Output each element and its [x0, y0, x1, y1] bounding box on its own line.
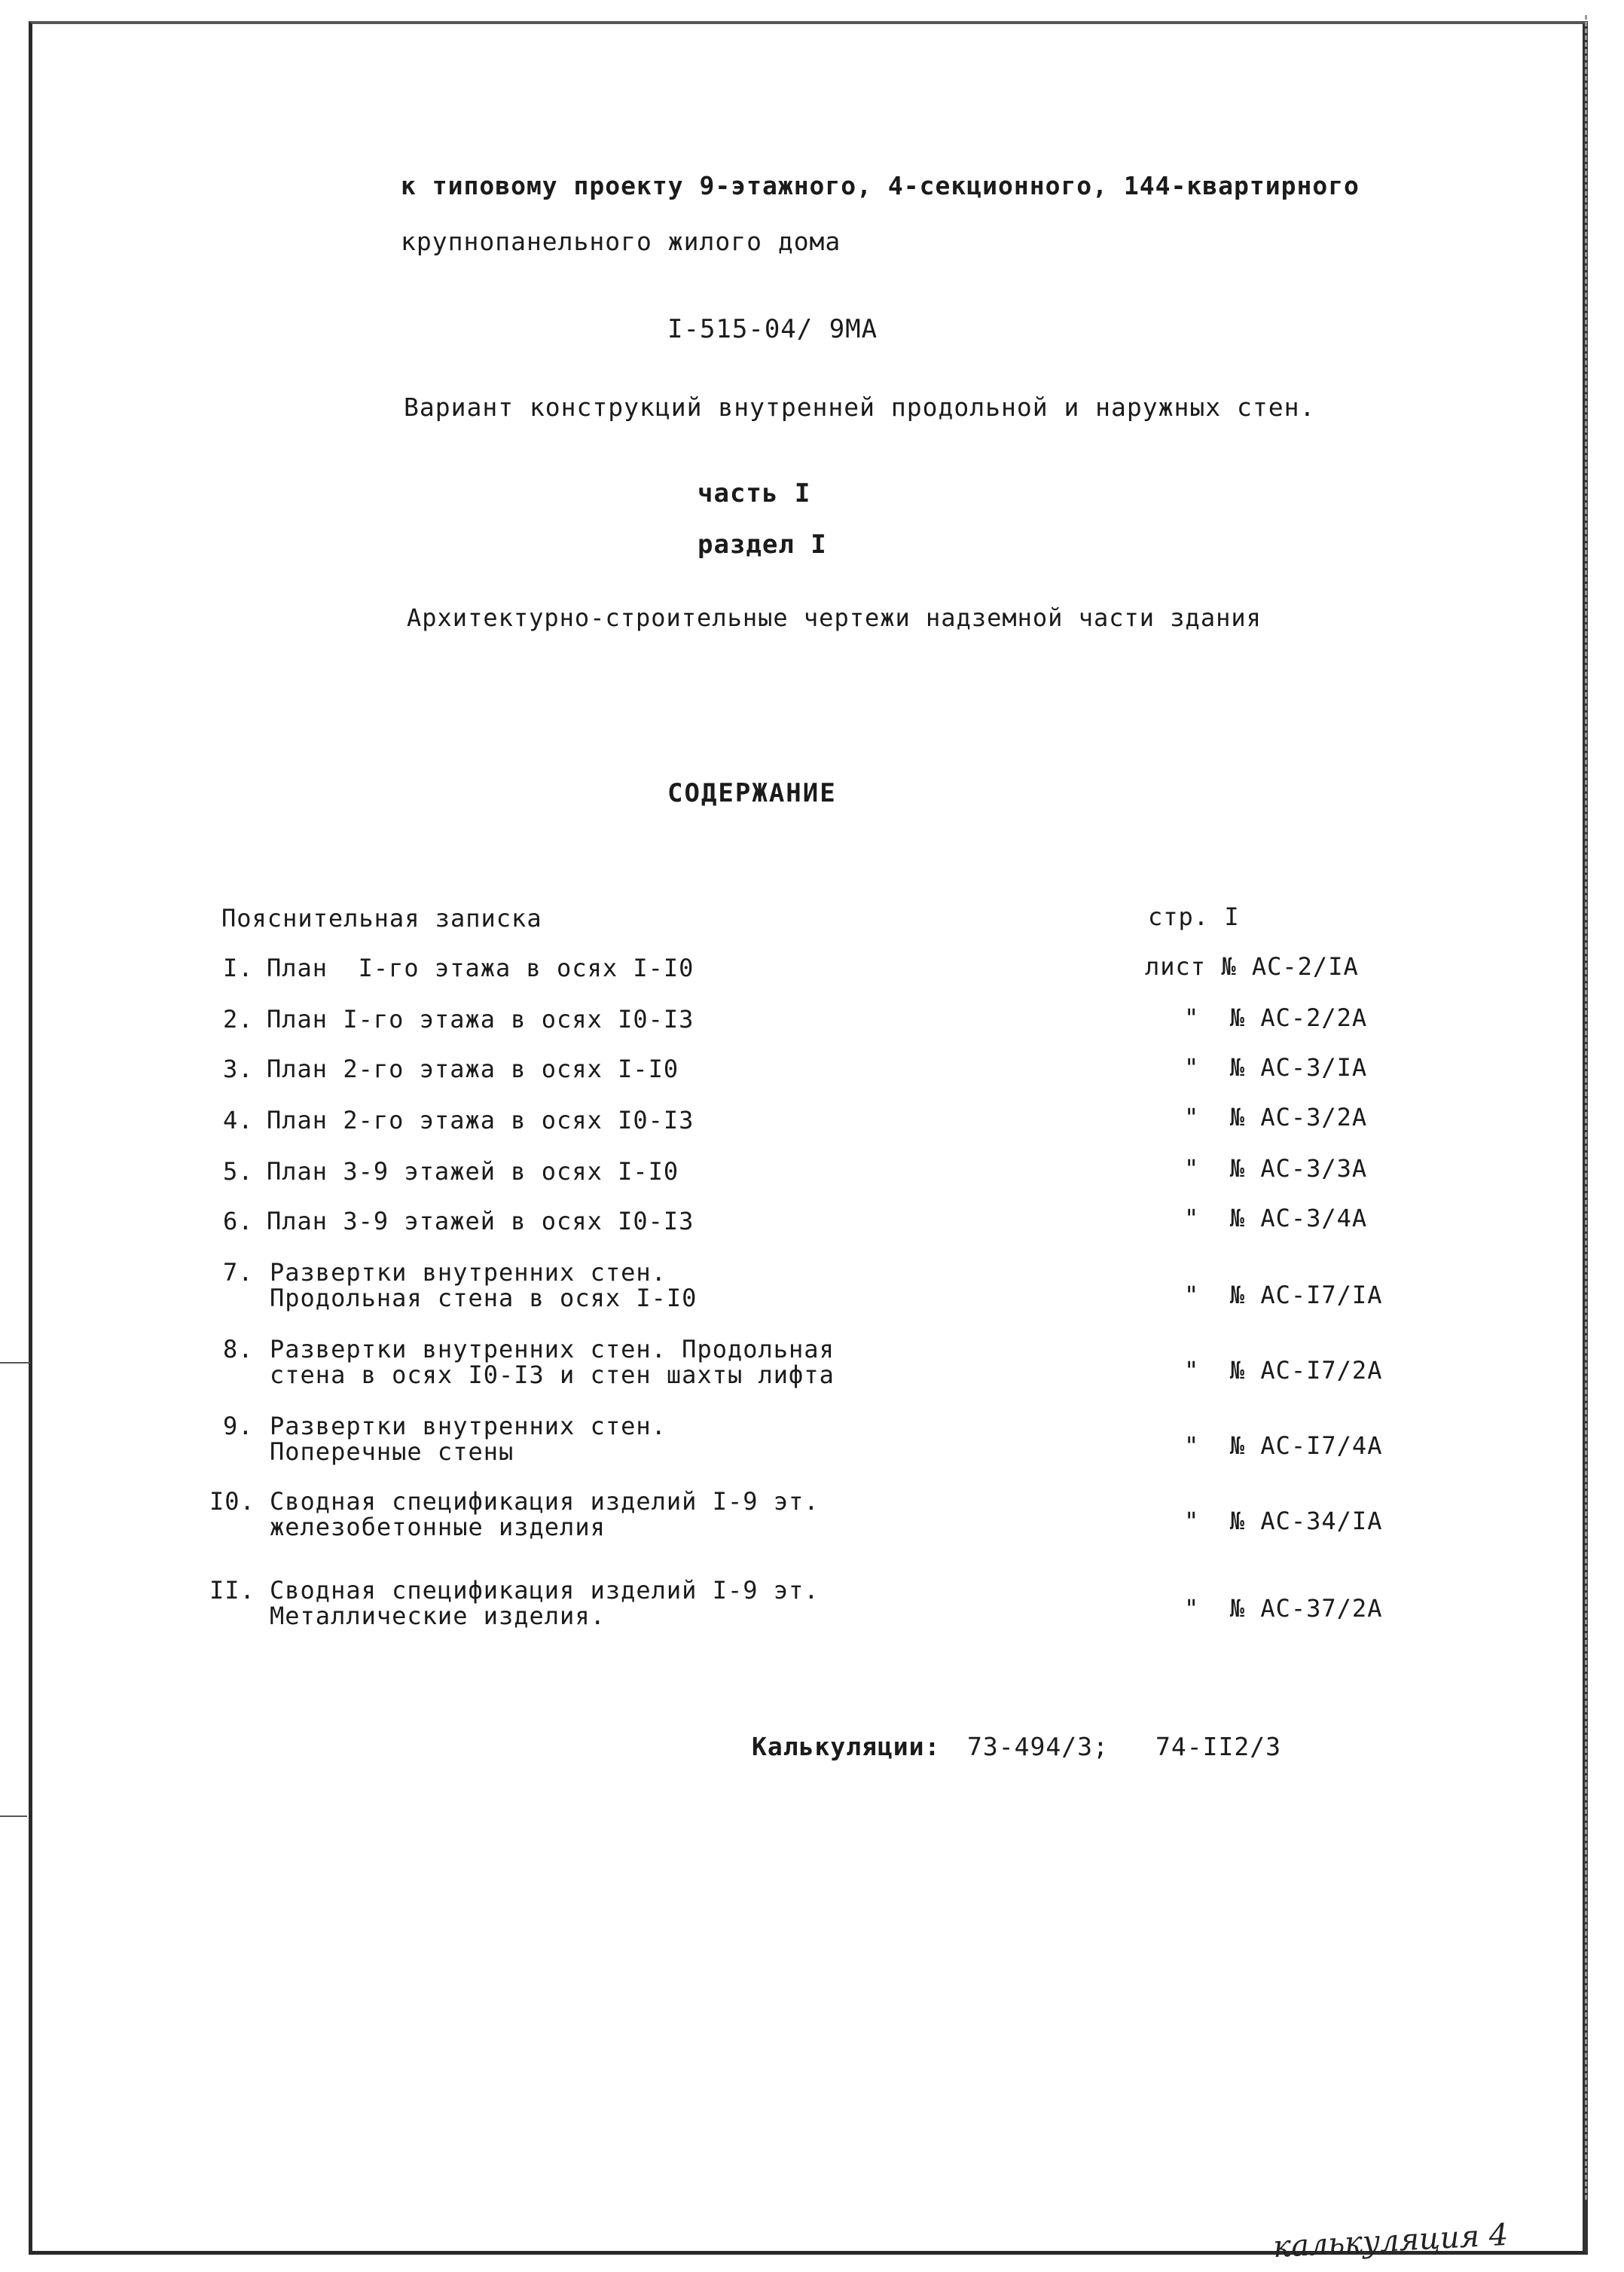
item-ref: " № АС-3/4А — [1184, 1204, 1368, 1232]
item-ref: " № АС-3/3А — [1184, 1154, 1368, 1183]
item-number: 2. — [223, 1005, 254, 1034]
item-number: 6. — [223, 1207, 254, 1235]
calculations-value-2: 74-II2/3 — [1155, 1732, 1281, 1761]
project-code: I-515-04/ 9МА — [667, 314, 878, 344]
item-ref: лист № АС-2/IА — [1145, 952, 1359, 981]
calculations-label: Калькуляции: — [752, 1732, 941, 1761]
contents-heading: СОДЕРЖАНИЕ — [667, 778, 837, 808]
item-number: I. — [223, 954, 254, 982]
item-label: Пояснительная записка — [221, 904, 542, 933]
item-label: Сводная спецификация изделий I-9 эт. железобетонные изделия — [270, 1487, 820, 1541]
item-ref: " № АС-2/2А — [1184, 1003, 1368, 1032]
item-label: Сводная спецификация изделий I-9 эт. Металлические изделия. — [270, 1576, 820, 1630]
item-number: I0. — [209, 1487, 255, 1516]
item-ref: " № АС-3/2А — [1184, 1103, 1368, 1131]
margin-tick — [0, 1815, 27, 1817]
part-label: часть I — [698, 478, 811, 508]
item-ref: стр. I — [1148, 902, 1240, 931]
item-label: План I-го этажа в осях I-I0 — [267, 954, 694, 982]
item-number: 7. — [223, 1258, 254, 1287]
item-ref: " № АС-I7/2А — [1184, 1356, 1383, 1385]
item-label: План 3-9 этажей в осях I0-I3 — [267, 1207, 694, 1235]
item-ref: " № АС-37/2А — [1184, 1594, 1383, 1623]
item-number: 3. — [223, 1055, 254, 1083]
item-label: План I-го этажа в осях I0-I3 — [267, 1005, 694, 1034]
item-label: Развертки внутренних стен. Поперечные стены — [270, 1412, 667, 1466]
item-ref: " № АС-I7/4А — [1184, 1431, 1383, 1460]
section-label: раздел I — [698, 530, 827, 560]
variant-title: Вариант конструкций внутренней продольной и наружных стен. — [404, 392, 1316, 422]
subtitle: Архитектурно-строительные чертежи надземной части здания — [407, 603, 1262, 632]
item-ref: " № АС-34/IА — [1184, 1507, 1383, 1535]
item-number: II. — [209, 1576, 255, 1605]
item-label: Развертки внутренних стен. Продольная стена в осях I0-I3 и стен шахты лифта — [270, 1335, 835, 1389]
item-number: 8. — [223, 1335, 254, 1364]
handwritten-note: калькуляция 4 — [1272, 2217, 1510, 2265]
sheet-frame — [29, 21, 1588, 2255]
item-label: План 2-го этажа в осях I-I0 — [267, 1055, 679, 1083]
item-label: План 2-го этажа в осях I0-I3 — [267, 1106, 694, 1134]
header-line-1: к типовому проекту 9-этажного, 4-секционного, 144-квартирного — [401, 171, 1360, 200]
margin-tick — [0, 1362, 30, 1364]
item-number: 5. — [223, 1157, 254, 1186]
item-ref: " № АС-I7/IА — [1184, 1281, 1383, 1309]
header-line-2: крупнопанельного жилого дома — [401, 227, 841, 256]
calculations-value-1: 73-494/3; — [967, 1732, 1109, 1761]
item-number: 4. — [223, 1106, 254, 1134]
item-label: План 3-9 этажей в осях I-I0 — [267, 1157, 679, 1186]
binding-strip — [1585, 15, 1601, 2200]
item-label: Развертки внутренних стен. Продольная стена в осях I-I0 — [270, 1258, 698, 1312]
item-number: 9. — [223, 1412, 254, 1440]
item-ref: " № АС-3/IА — [1184, 1053, 1368, 1082]
